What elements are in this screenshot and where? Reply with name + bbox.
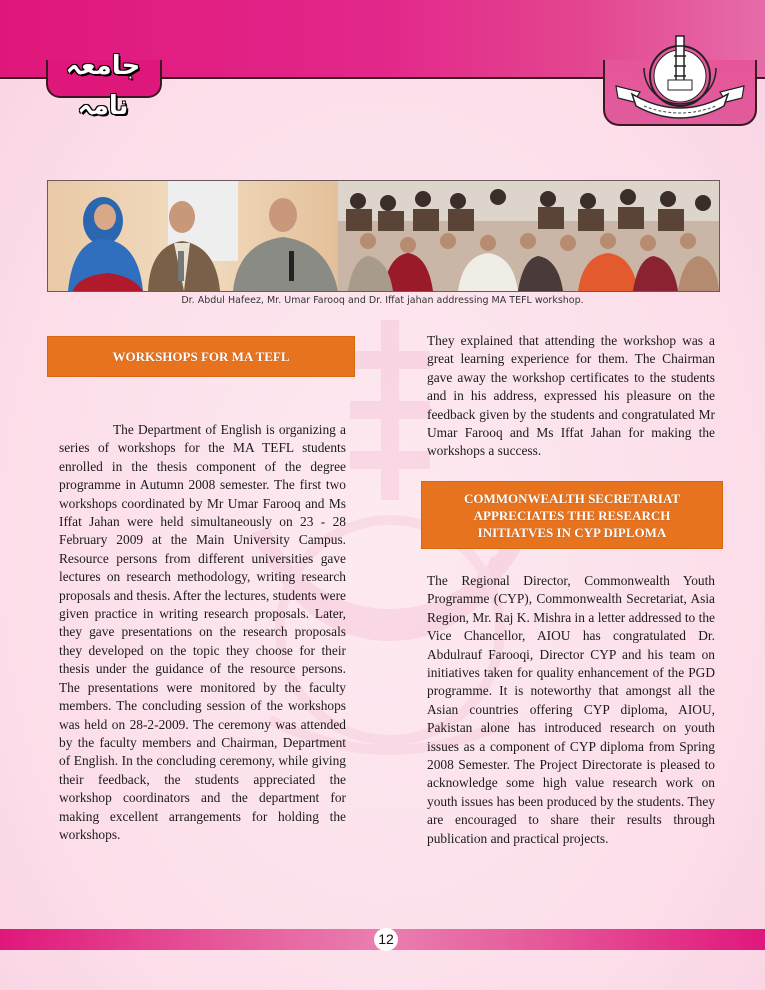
photo-caption: Dr. Abdul Hafeez, Mr. Umar Farooq and Dr. Iffat jahan addressing MA TEFL workshop. [181,295,584,306]
article-heading-commonwealth-text: COMMONWEALTH SECRETARIAT APPRECIATES THE RESEARCH INITIATVES IN CYP DIPLOMA [463,490,681,540]
article-body-workshops-continued: They explained that attending the workshop was a great learning experience for them. The Chairman gave away the workshop certificates to the students and in his address, expressed his pleasure on the feedback given by the students and congratulated Mr Umar Farooq and Ms Iffat Jahan for making the workshops a success. [427,333,715,459]
article-body-workshops: The Department of English is organizing a series of workshops for the MA TEFL students enrolled in the thesis component of the degree programme in Autumn 2008 semester. The first two workshops coordinated by Mr Umar Farooq and Ms Iffat Jahan were held simultaneously on 23 - 28 February 2009 at the Main University Campus. Resource persons from different universities gave lectures on research methodology, writing research proposals and thesis. After the lectures, students were given practice in writing research proposals. Later, they gave presentations on the research proposals they developed on the topic they choose for their thesis under the guidance of the resource persons. The presentations were monitored by the faculty members. The concluding session of the workshops was held on 28-2-2009. The ceremony was attended by the faculty members and Chairman, Department of English. In the concluding ceremony, while giving their feedback, the students appreciated the workshop coordinators and the department for making excellent arrangements for holding the workshops. [59,422,346,842]
masthead-title: جامعہ نامہ [65,51,141,121]
article-heading-workshops: WORKSHOPS FOR MA TEFL [47,336,355,377]
article-heading-commonwealth [421,481,723,549]
page-number: 12 [374,928,398,951]
university-logo-icon [610,30,750,122]
workshop-photo-collage [47,180,720,292]
article-body-commonwealth: The Regional Director, Commonwealth Youth Programme (CYP), Commonwealth Secretariat, Asia Region, Mr. Raj K. Mishra in a letter addressed to the Vice Chancellor, AIOU has congratulated Dr. Abdulrauf Farooqi, Director CYP and his team on initiatives taken for quality enhancement of the PGD programme. It is noteworthy that amongst all the Asian countries offering CYP diploma, AIOU, Pakistan alone has introduced research on youth issues as a component of CYP diploma from Spring 2008 Semester. The Project Directorate is pleased to acknowledge some high value research work on youth issues has been produced by the students. They are encouraged to share their results through publication and practical projects. [427,573,715,846]
